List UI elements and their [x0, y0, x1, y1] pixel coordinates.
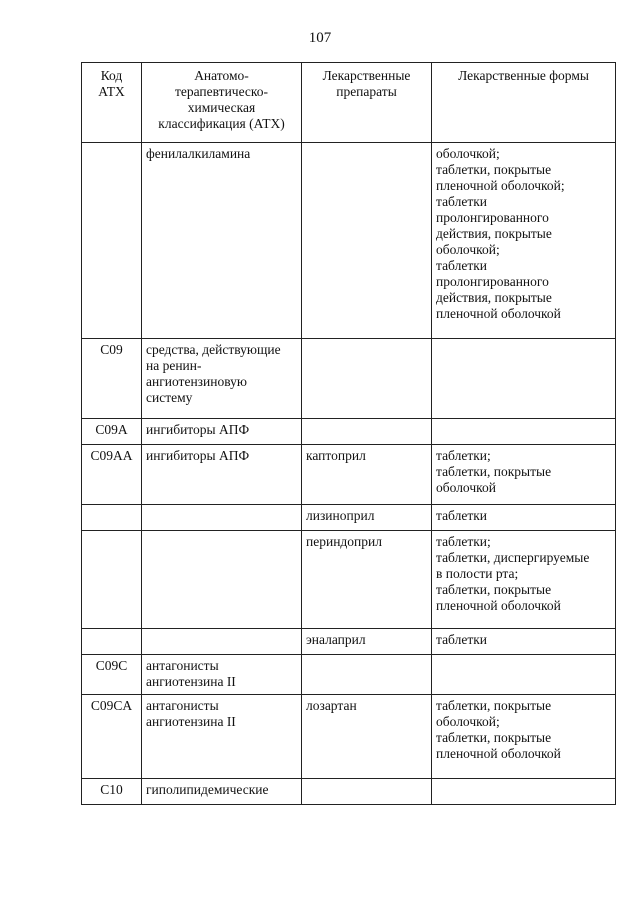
cell-drug — [302, 655, 432, 695]
cell-drug: эналаприл — [302, 629, 432, 655]
header-classification: Анатомо- терапевтическо- химическая классификация (АТХ) — [142, 63, 302, 143]
cell-forms: оболочкой; таблетки, покрытые пленочной оболочкой; таблетки пролонгированного действия, покрытые оболочкой; таблетки пролонгированного действия, покрытые пленочной оболочкой — [432, 143, 616, 339]
table-row — [82, 143, 616, 339]
cell-classification — [142, 531, 302, 629]
table-header-row — [82, 63, 616, 143]
cell-code — [82, 531, 142, 629]
table-row — [82, 779, 616, 805]
cell-drug — [302, 339, 432, 419]
table-row — [82, 531, 616, 629]
cell-forms: таблетки, покрытые оболочкой; таблетки, покрытые пленочной оболочкой — [432, 695, 616, 779]
cell-forms: таблетки; таблетки, диспергируемые в полости рта; таблетки, покрытые пленочной оболочкой — [432, 531, 616, 629]
cell-forms — [432, 655, 616, 695]
cell-drug: лизиноприл — [302, 505, 432, 531]
cell-classification: средства, действующие на ренин- ангиотензиновую систему — [142, 339, 302, 419]
table-row — [82, 505, 616, 531]
header-forms: Лекарственные формы — [432, 63, 616, 143]
cell-forms — [432, 419, 616, 445]
cell-drug: каптоприл — [302, 445, 432, 505]
cell-classification: антагонисты ангиотензина II — [142, 655, 302, 695]
cell-classification — [142, 505, 302, 531]
cell-code: C10 — [82, 779, 142, 805]
table-row — [82, 445, 616, 505]
cell-forms: таблетки — [432, 629, 616, 655]
cell-code — [82, 143, 142, 339]
page-number: 107 — [308, 30, 332, 46]
cell-classification: ингибиторы АПФ — [142, 419, 302, 445]
cell-classification: ингибиторы АПФ — [142, 445, 302, 505]
cell-code — [82, 505, 142, 531]
cell-code: C09C — [82, 655, 142, 695]
cell-code: C09CA — [82, 695, 142, 779]
table-row — [82, 339, 616, 419]
cell-classification: гиполипидемические — [142, 779, 302, 805]
cell-classification: фенилалкиламина — [142, 143, 302, 339]
cell-forms: таблетки; таблетки, покрытые оболочкой — [432, 445, 616, 505]
cell-forms — [432, 339, 616, 419]
table-row — [82, 655, 616, 695]
cell-drug: лозартан — [302, 695, 432, 779]
cell-forms — [432, 779, 616, 805]
cell-classification — [142, 629, 302, 655]
cell-code: C09AA — [82, 445, 142, 505]
header-code: Код АТХ — [82, 63, 142, 143]
cell-code: C09A — [82, 419, 142, 445]
cell-code: C09 — [82, 339, 142, 419]
table-row — [82, 629, 616, 655]
cell-drug: периндоприл — [302, 531, 432, 629]
atx-table — [81, 62, 616, 805]
table-row — [82, 695, 616, 779]
cell-drug — [302, 143, 432, 339]
table-row — [82, 419, 616, 445]
header-drugs: Лекарственные препараты — [302, 63, 432, 143]
cell-code — [82, 629, 142, 655]
cell-forms: таблетки — [432, 505, 616, 531]
cell-classification: антагонисты ангиотензина II — [142, 695, 302, 779]
cell-drug — [302, 779, 432, 805]
cell-drug — [302, 419, 432, 445]
